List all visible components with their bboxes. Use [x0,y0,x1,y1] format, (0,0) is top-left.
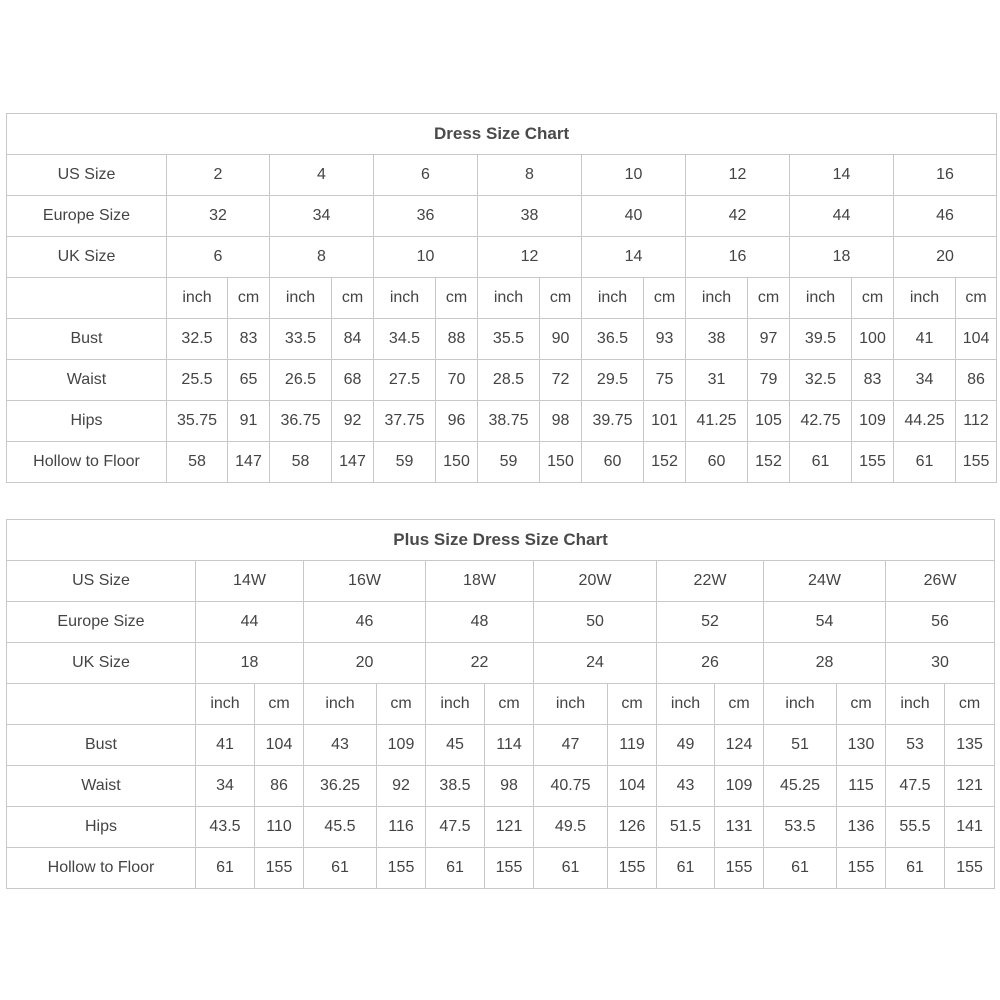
measurement-row [7,725,995,766]
value-cell: 32.5 [167,319,228,360]
value-cell: 59 [478,442,540,483]
us-size-cell: 4 [270,155,374,196]
value-cell: 147 [332,442,374,483]
row-label: Hips [7,401,167,442]
value-cell: 155 [852,442,894,483]
value-cell: 130 [837,725,886,766]
unit-row [7,278,997,319]
value-cell: 92 [332,401,374,442]
value-cell: 105 [748,401,790,442]
value-cell: 65 [228,360,270,401]
chart-title: Plus Size Dress Size Chart [7,520,995,561]
europe-size-cell: 44 [196,602,304,643]
europe-size-cell: 50 [534,602,657,643]
value-cell: 28.5 [478,360,540,401]
value-cell: 51.5 [657,807,715,848]
value-cell: 155 [956,442,997,483]
europe-size-cell: 46 [304,602,426,643]
uk-size-cell: 26 [657,643,764,684]
row-label: Hollow to Floor [7,442,167,483]
europe-size-cell: 48 [426,602,534,643]
row-label: US Size [7,155,167,196]
value-cell: 88 [436,319,478,360]
unit-inch: inch [894,278,956,319]
europe-size-cell: 44 [790,196,894,237]
unit-cm: cm [852,278,894,319]
value-cell: 44.25 [894,401,956,442]
value-cell: 38.75 [478,401,540,442]
row-label: UK Size [7,237,167,278]
value-cell: 35.75 [167,401,228,442]
value-cell: 109 [852,401,894,442]
value-cell: 43 [304,725,377,766]
value-cell: 41 [196,725,255,766]
unit-inch: inch [426,684,485,725]
uk-size-cell: 28 [764,643,886,684]
value-cell: 61 [764,848,837,889]
value-cell: 119 [608,725,657,766]
value-cell: 68 [332,360,374,401]
value-cell: 61 [426,848,485,889]
uk-size-cell: 22 [426,643,534,684]
unit-cm: cm [715,684,764,725]
value-cell: 121 [945,766,995,807]
value-cell: 109 [715,766,764,807]
measurement-row [7,319,997,360]
unit-cm: cm [255,684,304,725]
value-cell: 34.5 [374,319,436,360]
value-cell: 155 [485,848,534,889]
value-cell: 75 [644,360,686,401]
value-cell: 31 [686,360,748,401]
us-size-cell: 20W [534,561,657,602]
value-cell: 155 [945,848,995,889]
uk-size-cell: 8 [270,237,374,278]
europe-size-cell: 34 [270,196,374,237]
value-cell: 104 [255,725,304,766]
europe-size-cell: 42 [686,196,790,237]
us-size-cell: 22W [657,561,764,602]
europe-size-row [7,196,997,237]
value-cell: 79 [748,360,790,401]
value-cell: 83 [852,360,894,401]
value-cell: 43 [657,766,715,807]
value-cell: 155 [377,848,426,889]
value-cell: 98 [540,401,582,442]
value-cell: 124 [715,725,764,766]
value-cell: 37.75 [374,401,436,442]
us-size-cell: 12 [686,155,790,196]
empty-cell [7,278,167,319]
value-cell: 147 [228,442,270,483]
value-cell: 150 [540,442,582,483]
uk-size-cell: 14 [582,237,686,278]
value-cell: 61 [886,848,945,889]
value-cell: 60 [686,442,748,483]
plus-size-chart-table [6,519,995,889]
europe-size-cell: 56 [886,602,995,643]
value-cell: 141 [945,807,995,848]
value-cell: 126 [608,807,657,848]
uk-size-cell: 20 [894,237,997,278]
us-size-row [7,155,997,196]
unit-inch: inch [790,278,852,319]
value-cell: 45.5 [304,807,377,848]
value-cell: 155 [608,848,657,889]
unit-inch: inch [582,278,644,319]
value-cell: 93 [644,319,686,360]
value-cell: 55.5 [886,807,945,848]
value-cell: 97 [748,319,790,360]
value-cell: 116 [377,807,426,848]
unit-inch: inch [167,278,228,319]
value-cell: 86 [255,766,304,807]
value-cell: 59 [374,442,436,483]
us-size-cell: 14W [196,561,304,602]
row-label: Europe Size [7,602,196,643]
us-size-cell: 6 [374,155,478,196]
value-cell: 41.25 [686,401,748,442]
value-cell: 25.5 [167,360,228,401]
europe-size-cell: 40 [582,196,686,237]
value-cell: 43.5 [196,807,255,848]
unit-cm: cm [436,278,478,319]
unit-inch: inch [886,684,945,725]
us-size-cell: 10 [582,155,686,196]
value-cell: 100 [852,319,894,360]
us-size-cell: 18W [426,561,534,602]
value-cell: 61 [304,848,377,889]
value-cell: 40.75 [534,766,608,807]
europe-size-cell: 54 [764,602,886,643]
unit-cm: cm [332,278,374,319]
row-label: Waist [7,360,167,401]
us-size-cell: 26W [886,561,995,602]
value-cell: 29.5 [582,360,644,401]
europe-size-cell: 46 [894,196,997,237]
row-label: Bust [7,319,167,360]
unit-cm: cm [644,278,686,319]
measurement-row [7,401,997,442]
value-cell: 110 [255,807,304,848]
row-label: Europe Size [7,196,167,237]
title-row [7,114,997,155]
value-cell: 135 [945,725,995,766]
measurement-row [7,442,997,483]
unit-cm: cm [540,278,582,319]
us-size-cell: 8 [478,155,582,196]
value-cell: 91 [228,401,270,442]
us-size-cell: 16 [894,155,997,196]
uk-size-cell: 10 [374,237,478,278]
chart-title: Dress Size Chart [7,114,997,155]
uk-size-cell: 20 [304,643,426,684]
us-size-cell: 2 [167,155,270,196]
us-size-cell: 24W [764,561,886,602]
europe-size-row [7,602,995,643]
unit-inch: inch [196,684,255,725]
uk-size-cell: 12 [478,237,582,278]
value-cell: 96 [436,401,478,442]
unit-inch: inch [657,684,715,725]
uk-size-cell: 6 [167,237,270,278]
value-cell: 42.75 [790,401,852,442]
europe-size-cell: 38 [478,196,582,237]
value-cell: 70 [436,360,478,401]
value-cell: 34 [894,360,956,401]
value-cell: 53 [886,725,945,766]
value-cell: 115 [837,766,886,807]
value-cell: 83 [228,319,270,360]
uk-size-row [7,237,997,278]
uk-size-cell: 30 [886,643,995,684]
value-cell: 34 [196,766,255,807]
value-cell: 131 [715,807,764,848]
unit-row [7,684,995,725]
value-cell: 152 [748,442,790,483]
value-cell: 104 [608,766,657,807]
value-cell: 98 [485,766,534,807]
row-label: Hollow to Floor [7,848,196,889]
uk-size-row [7,643,995,684]
value-cell: 61 [894,442,956,483]
value-cell: 112 [956,401,997,442]
row-label: Bust [7,725,196,766]
measurement-row [7,807,995,848]
us-size-cell: 16W [304,561,426,602]
value-cell: 26.5 [270,360,332,401]
value-cell: 84 [332,319,374,360]
value-cell: 104 [956,319,997,360]
unit-cm: cm [837,684,886,725]
us-size-row [7,561,995,602]
value-cell: 49 [657,725,715,766]
unit-cm: cm [485,684,534,725]
value-cell: 45 [426,725,485,766]
unit-inch: inch [686,278,748,319]
value-cell: 47 [534,725,608,766]
value-cell: 51 [764,725,837,766]
value-cell: 39.75 [582,401,644,442]
value-cell: 35.5 [478,319,540,360]
value-cell: 86 [956,360,997,401]
value-cell: 92 [377,766,426,807]
value-cell: 33.5 [270,319,332,360]
value-cell: 150 [436,442,478,483]
value-cell: 47.5 [886,766,945,807]
value-cell: 72 [540,360,582,401]
row-label: Waist [7,766,196,807]
value-cell: 121 [485,807,534,848]
value-cell: 155 [715,848,764,889]
measurement-row [7,360,997,401]
row-label: UK Size [7,643,196,684]
unit-cm: cm [377,684,426,725]
value-cell: 58 [270,442,332,483]
value-cell: 47.5 [426,807,485,848]
uk-size-cell: 18 [790,237,894,278]
unit-inch: inch [304,684,377,725]
unit-inch: inch [478,278,540,319]
value-cell: 155 [837,848,886,889]
uk-size-cell: 16 [686,237,790,278]
value-cell: 152 [644,442,686,483]
unit-cm: cm [945,684,995,725]
value-cell: 61 [196,848,255,889]
europe-size-cell: 32 [167,196,270,237]
unit-inch: inch [270,278,332,319]
value-cell: 36.25 [304,766,377,807]
us-size-cell: 14 [790,155,894,196]
value-cell: 39.5 [790,319,852,360]
uk-size-cell: 18 [196,643,304,684]
value-cell: 136 [837,807,886,848]
value-cell: 32.5 [790,360,852,401]
measurement-row [7,766,995,807]
value-cell: 101 [644,401,686,442]
measurement-row [7,848,995,889]
unit-cm: cm [228,278,270,319]
value-cell: 155 [255,848,304,889]
row-label: US Size [7,561,196,602]
europe-size-cell: 52 [657,602,764,643]
value-cell: 114 [485,725,534,766]
value-cell: 41 [894,319,956,360]
uk-size-cell: 24 [534,643,657,684]
value-cell: 90 [540,319,582,360]
title-row [7,520,995,561]
empty-cell [7,684,196,725]
unit-inch: inch [534,684,608,725]
unit-inch: inch [764,684,837,725]
value-cell: 49.5 [534,807,608,848]
value-cell: 61 [657,848,715,889]
europe-size-cell: 36 [374,196,478,237]
unit-cm: cm [608,684,657,725]
value-cell: 38.5 [426,766,485,807]
dress-size-chart-table [6,113,997,483]
value-cell: 61 [534,848,608,889]
value-cell: 109 [377,725,426,766]
value-cell: 61 [790,442,852,483]
value-cell: 36.5 [582,319,644,360]
unit-cm: cm [956,278,997,319]
unit-cm: cm [748,278,790,319]
unit-inch: inch [374,278,436,319]
value-cell: 38 [686,319,748,360]
value-cell: 60 [582,442,644,483]
row-label: Hips [7,807,196,848]
value-cell: 58 [167,442,228,483]
value-cell: 53.5 [764,807,837,848]
value-cell: 36.75 [270,401,332,442]
value-cell: 45.25 [764,766,837,807]
value-cell: 27.5 [374,360,436,401]
